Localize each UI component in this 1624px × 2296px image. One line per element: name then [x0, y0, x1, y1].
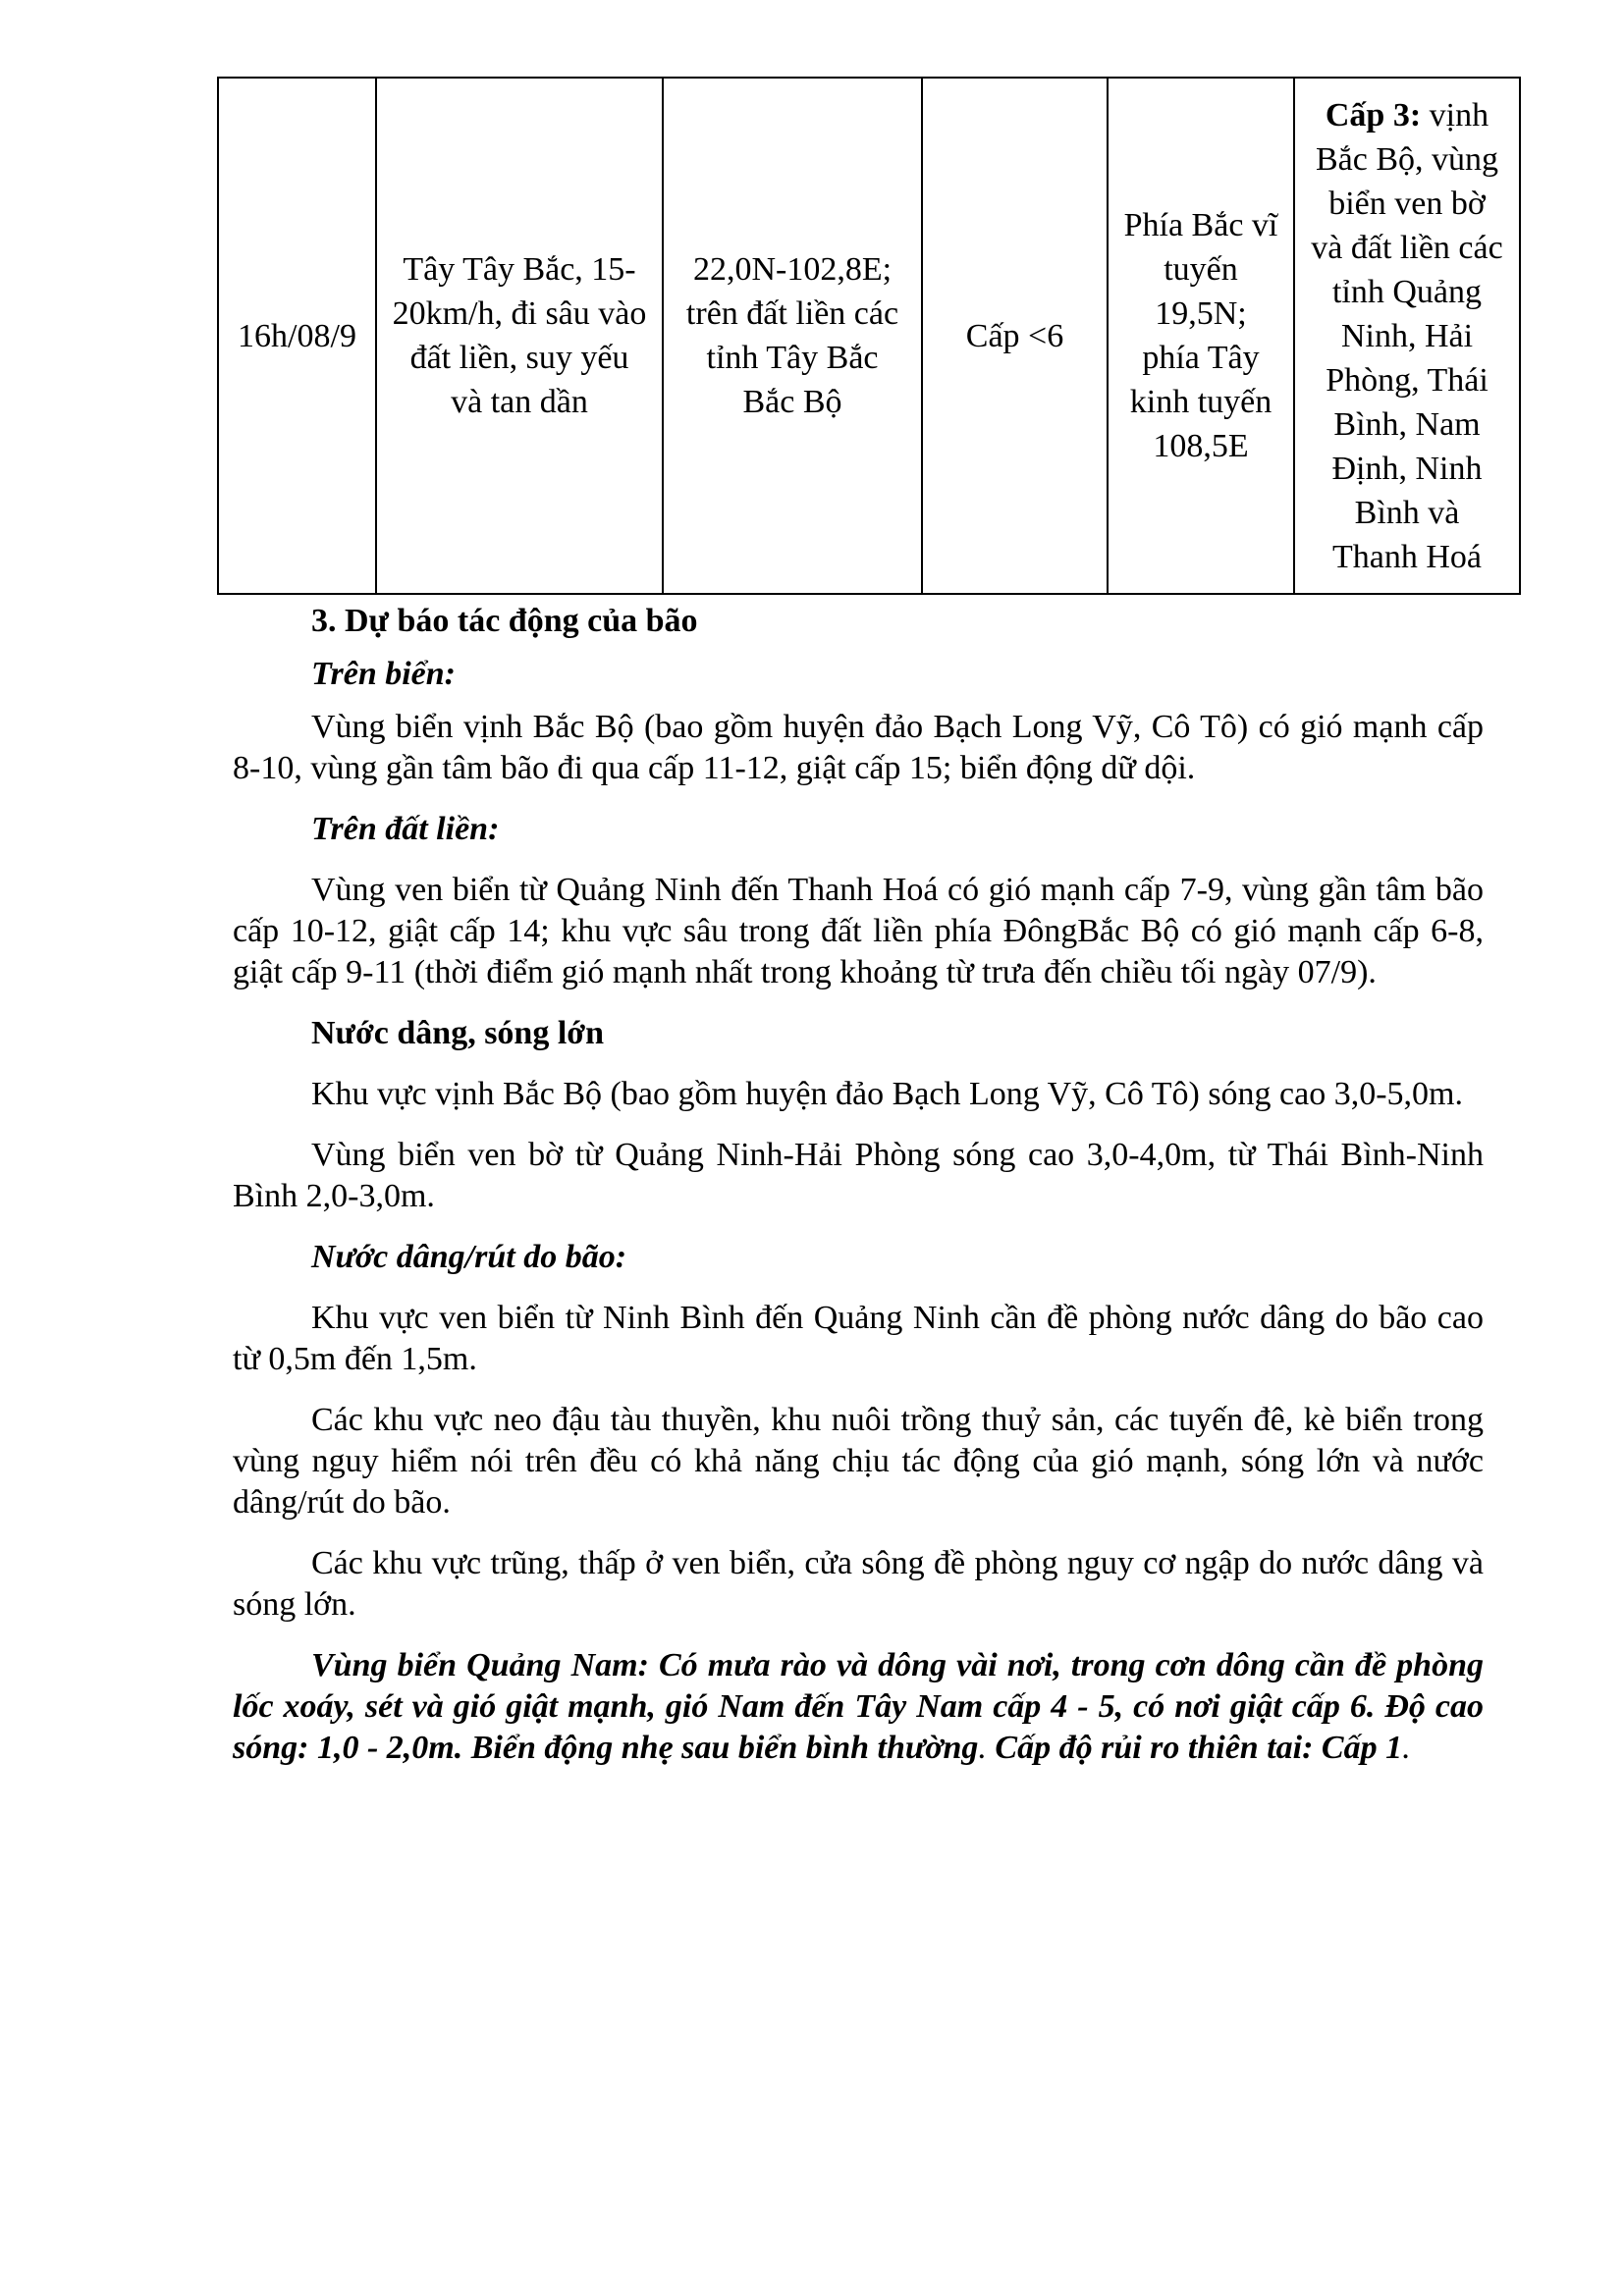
cell-position: 22,0N-102,8E; trên đất liền các tỉnh Tây Bắc Bắc Bộ — [663, 78, 922, 594]
surge-paragraph-3: Các khu vực trũng, thấp ở ven biển, cửa sông đề phòng nguy cơ ngập do nước dâng và sóng lớn. — [233, 1545, 1484, 1623]
waves-paragraph-2: Vùng biển ven bờ từ Quảng Ninh-Hải Phòng sóng cao 3,0-4,0m, từ Thái Bình-Ninh Bình 2,0-3,0m. — [233, 1137, 1484, 1214]
cell-risk-level — [1294, 78, 1520, 594]
impact-section — [233, 601, 1484, 1769]
section-heading: 3. Dự báo tác động của bão — [311, 603, 698, 639]
surge-paragraph-1: Khu vực ven biển từ Ninh Bình đến Quảng Ninh cần đề phòng nước dâng do bão cao từ 0,5m đến 1,5m. — [233, 1300, 1484, 1377]
risk-level-text: vịnh Bắc Bộ, vùng biển ven bờ và đất liền các tỉnh Quảng Ninh, Hải Phòng, Thái Bình, Nam Định, Ninh Bình và Thanh Hoá — [1311, 96, 1503, 575]
cell-danger-zone: Phía Bắc vĩ tuyến 19,5N; phía Tây kinh tuyến 108,5E — [1108, 78, 1294, 594]
risk-level-label: Cấp 3: — [1325, 96, 1422, 133]
quang-nam-mid: . — [978, 1730, 996, 1766]
sea-paragraph: Vùng biển vịnh Bắc Bộ (bao gồm huyện đảo Bạch Long Vỹ, Cô Tô) có gió mạnh cấp 8-10, vùng gần tâm bão đi qua cấp 11-12, giật cấp 15; biển động dữ dội. — [233, 709, 1484, 786]
quang-nam-risk-level: Cấp độ rủi ro thiên tai: Cấp 1 — [995, 1730, 1403, 1766]
quang-nam-end: . — [1402, 1730, 1411, 1766]
waves-paragraph-1: Khu vực vịnh Bắc Bộ (bao gồm huyện đảo Bạch Long Vỹ, Cô Tô) sóng cao 3,0-5,0m. — [311, 1076, 1463, 1112]
land-heading: Trên đất liền: — [311, 811, 500, 847]
land-paragraph: Vùng ven biển từ Quảng Ninh đến Thanh Hoá có gió mạnh cấp 7-9, vùng gần tâm bão cấp 10-12, giật cấp 14; khu vực sâu trong đất liền phía ĐôngBắc Bộ có gió mạnh cấp 6-8, giật cấp 9-11 (thời điểm gió mạnh nhất trong khoảng từ trưa đến chiều tối ngày 07/9). — [233, 872, 1484, 990]
cell-intensity: Cấp <6 — [922, 78, 1108, 594]
cell-direction-speed: Tây Tây Bắc, 15-20km/h, đi sâu vào đất liền, suy yếu và tan dần — [376, 78, 663, 594]
surge-paragraph-2: Các khu vực neo đậu tàu thuyền, khu nuôi trồng thuỷ sản, các tuyến đê, kè biển trong vùng nguy hiểm nói trên đều có khả năng chịu tác động của gió mạnh, sóng lớn và nước dâng/rút do bão. — [233, 1402, 1484, 1521]
storm-forecast-table — [217, 77, 1521, 595]
waves-heading: Nước dâng, sóng lớn — [311, 1015, 605, 1051]
quang-nam-paragraph — [233, 1645, 1484, 1769]
table-row — [218, 78, 1520, 594]
quang-nam-bold-text: Vùng biển Quảng Nam: Có mưa rào và dông vài nơi, trong cơn dông cần đề phòng lốc xoáy, sét và gió giật mạnh, gió Nam đến Tây Nam cấp 4 - 5, có nơi giật cấp 6. Độ cao sóng: 1,0 - 2,0m. Biển động nhẹ sau biển bình thường — [233, 1647, 1484, 1766]
cell-time: 16h/08/9 — [218, 78, 376, 594]
surge-heading: Nước dâng/rút do bão: — [311, 1239, 627, 1275]
sea-heading: Trên biển: — [311, 656, 457, 692]
